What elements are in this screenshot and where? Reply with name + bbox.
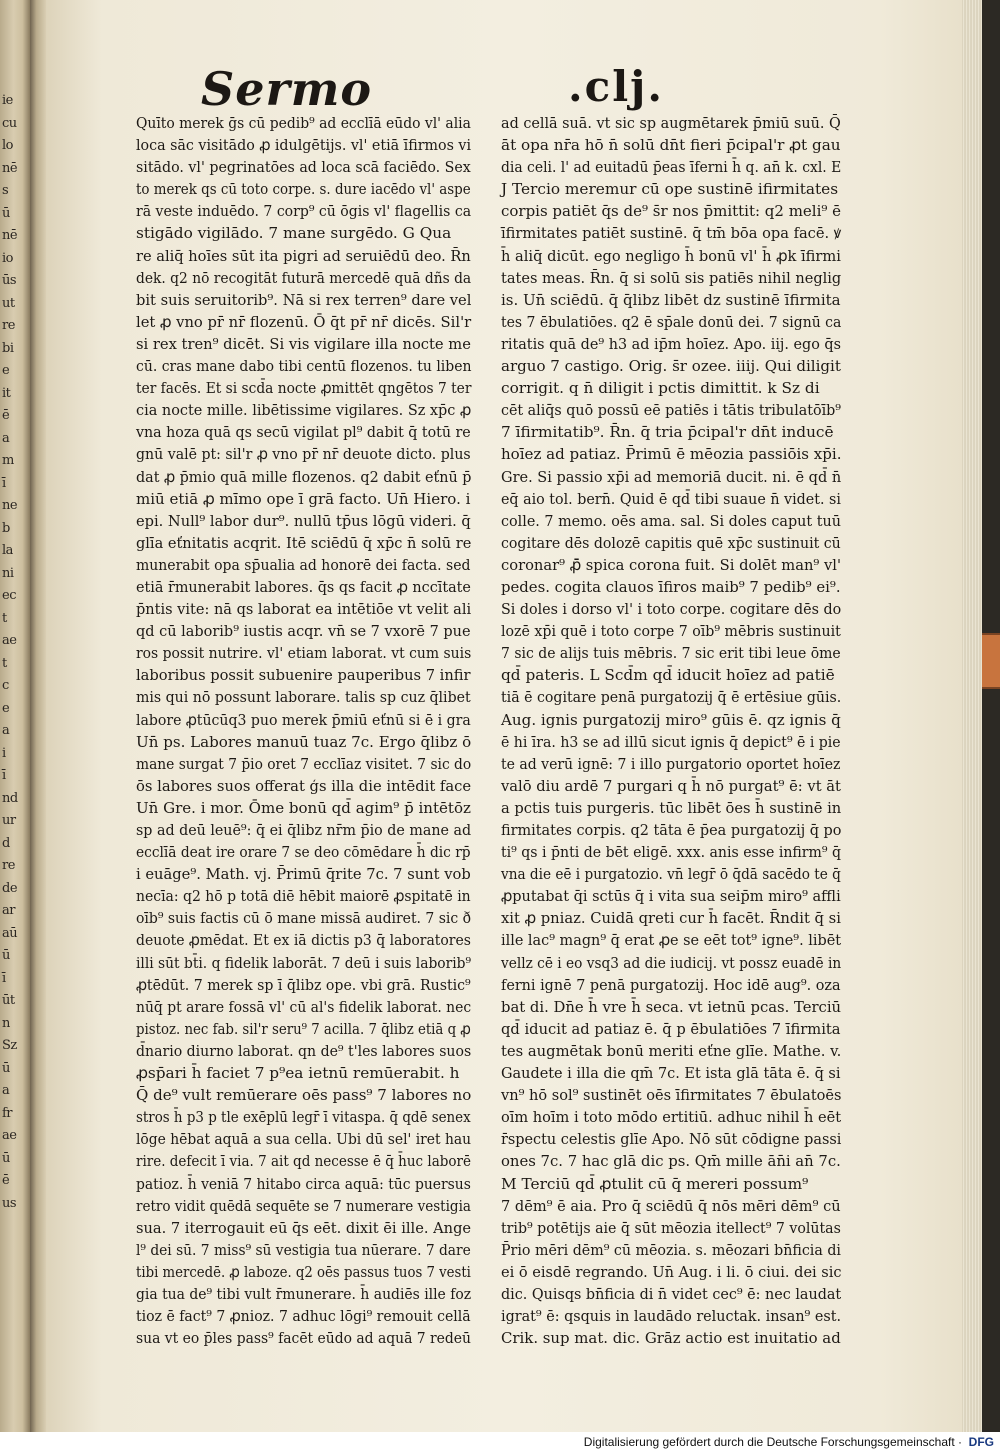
text-line: sitādo. vl' pegrinatōes ad loca scā faciēdo. Sex xyxy=(136,158,471,177)
text-line: bit suis seruitorib⁹. Nā si rex terren⁹ dare vel xyxy=(136,290,472,309)
text-line: corrigit. q n̄ diligit i pctis dimittit. k Sz di xyxy=(501,379,820,398)
text-line: d̄nario diurno laborat. qn de⁹ t'les labores suos xyxy=(136,1041,472,1060)
text-line: eq̄ aio tol. bern̄. Quid ē qd̄ tibi suaue n̄ videt. si xyxy=(501,489,841,508)
text-line: gnū valē pt: sil'r ꝓ vno pr̄ nr̄ deuote dicto. plus xyxy=(136,445,471,464)
text-line: lozē xp̄i quē i toto corpe 7 oīb⁹ mēbris sustinuit xyxy=(501,622,841,641)
text-line: īfirmitates patiēt sustinē. q̄ tm̄ bōa opa facē. ꝟ xyxy=(501,224,842,243)
facing-page-fragment: s xyxy=(2,183,9,198)
facing-page-fragment: e xyxy=(2,700,10,716)
text-line: rā veste induēdo. 7 corp⁹ cū ōgis vl' flagellis ca xyxy=(136,202,472,221)
text-line: glīa eťnitatis acqrit. Itē sciēdū q̄ xp̄c n̄ solū re xyxy=(136,533,472,552)
text-line: mis qui nō possunt laborare. talis sp cuz q̄libet xyxy=(136,688,471,707)
facing-page-fragment: nd xyxy=(2,790,18,806)
facing-page-fragment: lo xyxy=(2,138,13,153)
text-line: vna die eē i purgatozio. vn̄ legr̄ ō q̄dā sacēdo te q̄ xyxy=(501,865,841,884)
text-line: cia nocte mille. libētissime vigilares. Sz xp̄c ꝓ xyxy=(136,401,472,420)
text-line: cēt aliq̄s quō possū eē patiēs i tātis tribulatōīb⁹ xyxy=(501,401,842,420)
facing-page-edge xyxy=(0,0,30,1432)
text-line: ecclīā deat ire orare 7 se deo cōmēdare h̄ dic rp̄ xyxy=(136,843,471,862)
text-column-left xyxy=(136,112,471,1349)
text-line: pistoz. nec fab. sil'r seru⁹ 7 acilla. 7 q̄libz etiā q ꝓ xyxy=(136,1019,471,1038)
facing-page-fragment: ū xyxy=(2,948,10,963)
text-line: valō diu ardē 7 purgari q h̄ nō purgat⁹ ē: vt āt xyxy=(501,776,841,795)
book-gutter xyxy=(30,0,46,1432)
page-marker-tab xyxy=(982,633,1000,689)
text-line: corpis patiēt q̄s de⁹ s̄r nos p̄mittit: q2 meli⁹ ē xyxy=(501,202,842,221)
text-line: ritatis quā de⁹ h3 ad ip̄m hoīez. Apo. iij. ego q̄s xyxy=(501,334,841,353)
text-line: dek. q2 nō recogitāt futurā mercedē quā dñs da xyxy=(136,268,472,287)
text-line: sua. 7 iterrogauit eū q̄s eēt. dixit ēi ille. Ange xyxy=(136,1218,472,1237)
text-line: Aug. ignis purgatozij miro⁹ gūis ē. qz ignis q̄ xyxy=(501,710,841,729)
facing-page-fragment: ē xyxy=(2,1173,10,1188)
facing-page-fragment: aū xyxy=(2,925,18,941)
facing-page-fragment: ut xyxy=(2,295,15,311)
facing-page-fragment: ū xyxy=(2,205,10,221)
text-line: loca sāc visitādo ꝓ idulgētijs. vl' etiā īfirmos vi xyxy=(136,136,472,155)
text-line: etiā r̄munerabit labores. q̄s qs facit ꝓ nccītate xyxy=(136,577,471,596)
text-line: xit ꝓ pniaz. Cuidā qreti cur h̄ facēt. R̄ndit q̄ si xyxy=(501,909,841,928)
text-line: 7 sic de alijs tuis mēbris. 7 sic erit tibi leue ōme xyxy=(501,644,841,663)
text-line: te ad verū ignē: 7 i illo purgatorio oportet hoīez xyxy=(501,754,841,773)
facing-page-fragment: nē xyxy=(2,160,18,176)
text-line: M Terciū qd̄ ꝓtulit cū q̄ mereri possum⁹ xyxy=(501,1174,809,1193)
text-line: vn⁹ hō sol⁹ sustinēt oēs īfirmitates 7 ēbulatoēs xyxy=(501,1086,842,1105)
facing-page-fragment: b xyxy=(2,520,10,536)
dfg-logo: DFG xyxy=(968,1435,994,1449)
text-line: deuote ꝓmēdat. Et ex iā dictis p3 q̄ laboratores xyxy=(136,931,471,950)
funding-notice: Digitalisierung gefördert durch die Deutsche Forschungsgemeinschaft · xyxy=(583,1435,962,1449)
facing-page-fragment: ī xyxy=(2,970,6,986)
text-line: Un̄ Gre. i mor. Ōme bonū qd̄ agim⁹ p̄ intētōz xyxy=(136,798,471,817)
facing-page-fragment: ar xyxy=(2,903,15,918)
text-line: ꝓputabat q̄i sctūs q̄ i vita sua seip̄m miro⁹ affli xyxy=(501,887,841,906)
text-line: munerabit opa sp̄ualia ad honorē dei facta. sed xyxy=(136,555,471,574)
text-line: Gaudete i illa die qm̄ 7c. Et ista glā tāta ē. q̄ si xyxy=(501,1064,841,1083)
text-line: Crik. sup mat. dic. Grāz actio est inuitatio ad xyxy=(501,1329,841,1348)
text-line: qd̄ iducit ad patiaz ē. q̄ p ēbulatiōes 7 īfirmita xyxy=(501,1019,841,1038)
text-line: dat ꝓ p̄mio quā mille flozenos. q2 dabit eťnū p̄ xyxy=(136,467,472,486)
facing-page-fragment: ūs xyxy=(2,273,17,288)
facing-page-fragment: ū xyxy=(2,1060,10,1076)
facing-page-fragment: ī xyxy=(2,768,6,783)
text-line: ꝓsp̄ari h̄ faciet 7 p⁹ea ietnū remūerabit. h xyxy=(136,1064,460,1083)
text-line: mane surgat 7 p̄io oret 7 ecclīaz visitet. 7 sic do xyxy=(136,754,472,773)
facing-page-fragment: cu xyxy=(2,115,17,131)
text-line: let ꝓ vno pr̄ nr̄ flozenū. Ō q̄t pr̄ nr̄ dicēs. Sil'r xyxy=(136,312,472,331)
text-line: re aliq̄ hoīes sūt ita pigri ad seruiēdū deo. R̄n xyxy=(136,246,471,265)
text-line: stigādo vigilādo. 7 mane surgēdo. G Qua xyxy=(136,224,452,243)
facing-page-fragment: ur xyxy=(2,813,16,828)
facing-page-fragment: t xyxy=(2,610,7,626)
facing-page-fragment: a xyxy=(2,1083,10,1098)
text-line: illi sūt bt̄i. q fidelik laborāt. 7 deū i suis laborib⁹ xyxy=(136,953,472,972)
text-line: ille lac⁹ magn⁹ q̄ erat ꝓe se eēt tot⁹ igne⁹. libēt xyxy=(501,931,842,950)
facing-page-fragment: ē xyxy=(2,408,10,423)
facing-page-text xyxy=(2,90,28,1215)
text-line: tibi mercedē. ꝓ laboze. q2 oēs passus tuos 7 vesti xyxy=(136,1262,471,1281)
text-line: labore ꝓtūcūq3 puo merek p̄miū eťnū si ē i gra xyxy=(136,710,471,729)
folio-number: .clj. xyxy=(568,62,664,111)
facing-page-fragment: e xyxy=(2,363,10,378)
text-line: trib⁹ potētijs aie q̄ sūt mēozia itellect⁹ 7 volūtas xyxy=(501,1218,841,1237)
text-line: Quīto merek ḡs cū pedib⁹ ad ecclīā eūdo vl' alia xyxy=(136,114,471,132)
text-line: dia celi. l' ad euitadū p̄eas īferni h̄ q. an̄ k. cxl. E xyxy=(501,158,842,177)
text-line: ros possit nutrire. vl' etiam laborat. vt cum suis xyxy=(136,644,472,663)
text-line: tes augmētak bonū meriti eťne glīe. Mathe. v. xyxy=(501,1041,842,1060)
text-line: ꝓtēdūt. 7 merek sp ī q̄libz ope. vbi grā. Rustic⁹ xyxy=(136,975,471,994)
facing-page-fragment: de xyxy=(2,880,18,896)
text-line: oīb⁹ suis factis cū ō mane missā audiret. 7 sic ð xyxy=(136,909,472,928)
text-line: si rex tren⁹ dicēt. Si vis vigilare illa nocte me xyxy=(136,334,471,353)
text-line: tates meas. R̄n. q̄ si solū sis patiēs nihil neglig xyxy=(501,268,842,287)
text-line: cogitare dēs dolozē capitis quē xp̄c sustinuit cū xyxy=(501,533,841,552)
digitization-footer xyxy=(0,1432,1000,1454)
facing-page-fragment: ī xyxy=(2,475,6,491)
text-line: sua vt eo p̄les pass⁹ facēt eūdo ad aquā 7 redeū xyxy=(136,1329,471,1348)
text-line: Q̄ de⁹ vult remūerare oēs pass⁹ 7 labores no xyxy=(136,1086,472,1105)
facing-page-fragment: a xyxy=(2,723,10,738)
text-line: l⁹ dei sū. 7 miss⁹ sū vestigia tua nūerare. 7 dare xyxy=(136,1240,471,1259)
text-line: ē hi īra. h3 se ad illū sicut ignis q̄ depict⁹ ē i pie xyxy=(501,732,841,751)
text-line: ferni ignē 7 penā purgatozij. Hoc idē aug⁹. oza xyxy=(501,975,841,994)
facing-page-fragment: la xyxy=(2,543,13,558)
text-line: tes 7 ēbulatiōes. q2 ē sp̄ale donū dei. 7 signū ca xyxy=(501,312,842,331)
facing-page-fragment: io xyxy=(2,250,13,266)
facing-page-fragment: ae xyxy=(2,633,17,648)
facing-page-fragment: ae xyxy=(2,1128,17,1143)
text-line: ōs labores suos offerat ģs illa die intēdit face xyxy=(136,776,472,795)
text-line: r̄spectu celestis glīe Apo. Nō sūt cōdigne passi xyxy=(501,1130,842,1149)
text-line: ti⁹ qs i p̄nti de bēt eligē. xxx. anis esse infirm⁹ q̄ xyxy=(501,843,842,862)
text-line: ad cellā suā. vt sic sp augmētarek p̄miū suū. Q̄ xyxy=(501,114,841,132)
text-line: vellz cē i eo vsq3 ad die iudicij. vt possz euadē in xyxy=(501,953,842,972)
text-line: nūq̄ pt arare fossā vl' cū al's fidelik laborat. nec xyxy=(136,997,472,1016)
facing-page-fragment: Sz xyxy=(2,1038,17,1053)
facing-page-fragment: ni xyxy=(2,565,14,581)
text-line: 7 dēm⁹ ē aia. Pro q̄ sciēdū q̄ nōs mēri dēm⁹ cū xyxy=(501,1196,841,1215)
facing-page-fragment: us xyxy=(2,1195,17,1211)
facing-page-fragment: nē xyxy=(2,228,18,243)
text-line: igrat⁹ ē: qsquis in laudādo reluctak. insan⁹ est. xyxy=(501,1307,842,1326)
text-line: tiā ē cogitare penā purgatozij q̄ ē ertēsiue gūis. xyxy=(501,688,842,707)
text-line: cū. cras mane dabo tibi centū flozenos. tu liben xyxy=(136,357,472,376)
facing-page-fragment: bi xyxy=(2,340,14,356)
text-line: a pctis tuis purgeris. tūc libēt ōes h̄ sustinē in xyxy=(501,798,842,817)
text-line: firmitates corpis. q2 tāta ē p̄ea purgatozij q̄ po xyxy=(501,821,842,839)
text-line: P̄rio mēri dēm⁹ cū mēozia. s. mēozari bn̄ficia di xyxy=(501,1240,841,1259)
facing-page-fragment: m xyxy=(2,453,14,468)
page-block-edges xyxy=(962,0,982,1432)
text-line: miū etiā ꝓ mīmo ope ī grā facto. Un̄ Hiero. i xyxy=(136,489,471,508)
facing-page-fragment: d xyxy=(2,835,10,851)
text-line: rire. defecit ī via. 7 ait qd necesse ē q̄ h̄uc laborē xyxy=(136,1152,471,1171)
facing-page-fragment: it xyxy=(2,385,11,401)
text-line: dic. Quisqs bn̄ficia di n̄ videt cec⁹ ē: nec laudat xyxy=(501,1284,842,1303)
text-line: stros h̄ p3 p tle exēplū legr̄ ī vitaspa. q̄ qdē senex xyxy=(136,1108,471,1127)
text-column-right xyxy=(501,112,841,1349)
text-line: laboribus possit subuenire pauperibus 7 infir xyxy=(136,666,471,685)
text-line: is. Un̄ sciēdū. q̄ q̄libz libēt dz sustinē īfirmita xyxy=(501,290,841,309)
text-line: h̄ aliq̄ dicūt. ego negligo h̄ bonū vl' h̄ ꝓk īfirmi xyxy=(501,246,841,265)
facing-page-fragment: c xyxy=(2,678,9,693)
text-line: arguo 7 castigo. Orig. s̄r ozee. iiij. Qui diligit xyxy=(501,357,841,376)
text-line: oīm hoīm i toto mōdo ertitiū. adhuc nihil h̄ eēt xyxy=(501,1108,842,1127)
text-line: Si doles i dorso vl' i toto corpe. cogitare dēs do xyxy=(501,600,842,619)
text-line: ones 7c. 7 hac glā dic ps. Qm̄ mille ān̄i an̄ 7c. xyxy=(501,1152,841,1171)
book-page xyxy=(46,0,972,1432)
book-cover-edge xyxy=(982,0,1000,1432)
text-line: pedes. cogita clauos īfiros maib⁹ 7 pedib⁹ ei⁹. xyxy=(501,577,841,596)
text-line: tioz ē fact⁹ 7 ꝓnioz. 7 adhuc lōgi⁹ remouit cellā xyxy=(136,1307,471,1326)
text-line: p̄ntis vite: nā qs laborat ea intētiōe vt velit ali xyxy=(136,600,472,619)
text-line: patioz. h̄ veniā 7 hitabo circa aquā: tūc puersus xyxy=(136,1174,471,1193)
facing-page-fragment: a xyxy=(2,430,10,446)
text-line: 7 īfirmitatib⁹. R̄n. q̄ tria p̄cipal'r dn̄t inducē xyxy=(501,423,834,442)
text-line: colle. 7 memo. oēs ama. sal. Si doles caput tuū xyxy=(501,511,841,530)
text-line: Un̄ ps. Labores manuū tuaz 7c. Ergo q̄libz ō xyxy=(136,732,472,751)
text-line: retro vidit quēdā sequēte se 7 numerare vestigia xyxy=(136,1196,471,1215)
facing-page-fragment: ū xyxy=(2,1150,10,1166)
facing-page-fragment: ec xyxy=(2,588,16,603)
text-line: lōge hēbat aquā a sua cella. Ubi dū sel' iret hau xyxy=(136,1130,472,1149)
running-head-left: Sermo xyxy=(201,62,373,116)
text-line: sp ad deū leuē⁹: q̄ ei q̄libz nr̄m p̄io de mane ad xyxy=(136,821,472,839)
text-line: epi. Null⁹ labor dur⁹. nullū tp̄us lōgū videri. q̄ xyxy=(136,511,471,530)
text-line: hoīez ad patiaz. P̄rimū ē mēozia passiōis xp̄i. xyxy=(501,445,842,464)
text-line: qd̄ pateris. L Scd̄m qd̄ iducit hoīez ad patiē xyxy=(501,666,835,685)
facing-page-fragment: ūt xyxy=(2,993,15,1008)
text-line: ter facēs. Et si scd̄a nocte ꝓmittēt qngētos 7 ter xyxy=(136,379,472,398)
text-line: to merek qs cū toto corpe. s. dure iacēdo vl' aspe xyxy=(136,180,471,199)
text-line: qd cū laborib⁹ iustis acqr. vn̄ se 7 vxorē 7 pue xyxy=(136,622,471,641)
facing-page-fragment: i xyxy=(2,745,6,761)
facing-page-fragment: n xyxy=(2,1015,10,1031)
text-line: coronar⁹ ꝓ̄ spica corona fuit. Si dolēt man⁹ vl' xyxy=(501,555,842,574)
text-line: āt opa nr̄a hō n̄ solū dn̄t fieri p̄cipal'r ꝓt gau xyxy=(501,136,841,155)
text-line: bat di. Dn̄e h̄ vre h̄ seca. vt ietnū pcas. Terciū xyxy=(501,997,842,1016)
facing-page-fragment: ne xyxy=(2,498,18,513)
facing-page-fragment: t xyxy=(2,655,7,671)
text-line: J Tercio meremur cū ope sustinē ifirmitates xyxy=(501,180,839,199)
text-line: Gre. Si passio xp̄i ad memoriā ducit. ni. ē qd̄ n̄ xyxy=(501,467,842,486)
text-line: ei ō eisdē regrando. Un̄ Aug. i li. ō ciui. dei sic xyxy=(501,1262,842,1281)
text-line: i euāge⁹. Math. vj. P̄rimū q̄rite 7c. 7 sunt vob xyxy=(136,865,471,884)
facing-page-fragment: re xyxy=(2,318,15,333)
text-line: vna hoza quā qs secū vigilat pl⁹ dabit q̄ totū re xyxy=(136,423,471,442)
facing-page-fragment: re xyxy=(2,858,15,873)
facing-page-fragment: ie xyxy=(2,93,13,108)
facing-page-fragment: fr xyxy=(2,1105,13,1121)
text-line: necīa: q2 hō p totā diē hēbit maiorē ꝓspitatē in xyxy=(136,887,471,906)
text-line: gia tua de⁹ tibi vult r̄munerare. h̄ audiēs ille foz xyxy=(136,1284,472,1303)
